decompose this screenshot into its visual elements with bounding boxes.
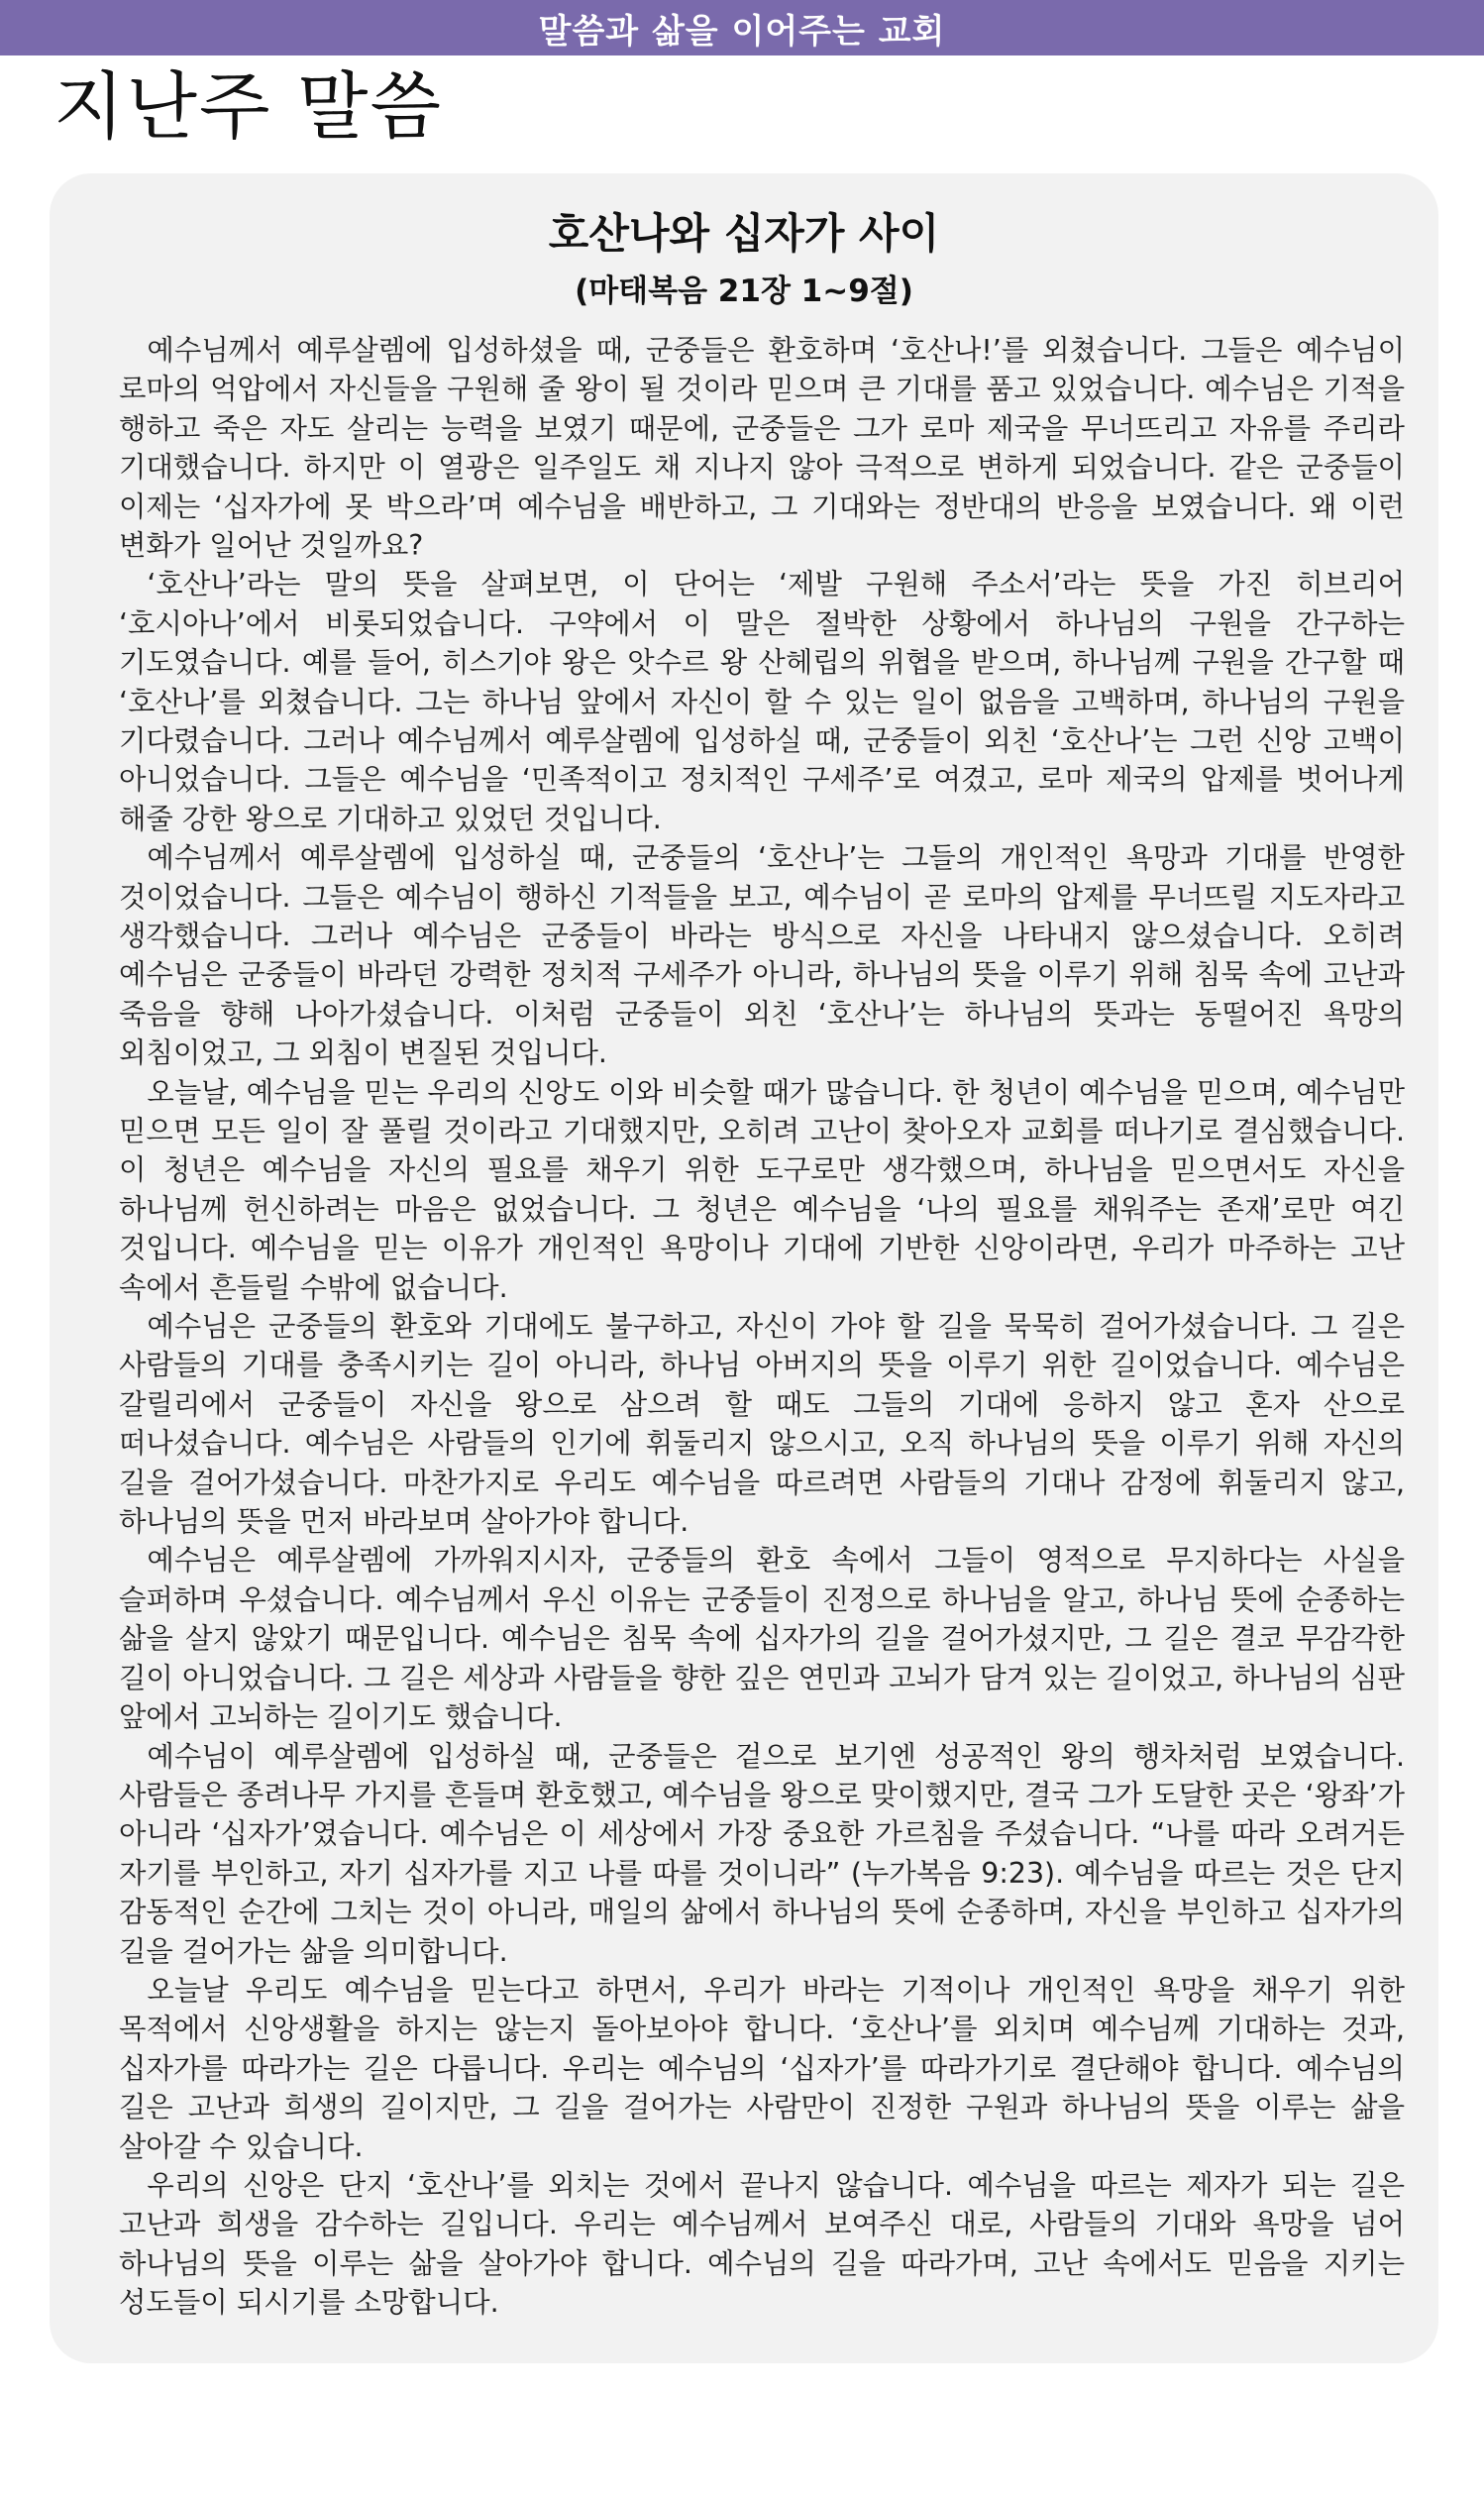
church-banner (0, 0, 1484, 55)
sermon-card (50, 173, 1438, 2363)
sermon-paragraph: 예수님은 예루살렘에 가까워지시자, 군중들의 환호 속에서 그들이 영적으로 무지하다는 사실을 슬퍼하며 우셨습니다. 예수님께서 우신 이유는 군중들이 진정으로 하나님을 알고, 하나님 뜻에 순종하는 삶을 살지 않았기 때문입니다. 예수님은 침묵 속에 십자가의 길을 걸어가셨지만, 그 길은 결코 무감각한 길이 아니었습니다. 그 길은 세상과 사람들을 향한 깊은 연민과 고뇌가 담겨 있는 길이었고, 하나님의 심판 앞에서 고뇌하는 길이기도 했습니다. (119, 1544, 1405, 1734)
sermon-body (119, 331, 1405, 2323)
sermon-paragraph: 오늘날 우리도 예수님을 믿는다고 하면서, 우리가 바라는 기적이나 개인적인 욕망을 채우기 위한 목적에서 신앙생활을 하지는 않는지 돌아보아야 합니다. ‘호산나’를 외치며 예수님께 기대하는 것과, 십자가를 따라가는 길은 다릅니다. 우리는 예수님의 ‘십자가’를 따라가기로 결단해야 합니다. 예수님의 길은 고난과 희생의 길이지만, 그 길을 걸어가는 사람만이 진정한 구원과 하나님의 뜻을 이루는 삶을 살아갈 수 있습니다. (119, 1973, 1405, 2163)
sermon-paragraph: 예수님은 군중들의 환호와 기대에도 불구하고, 자신이 가야 할 길을 묵묵히 걸어가셨습니다. 그 길은 사람들의 기대를 충족시키는 길이 아니라, 하나님 아버지의 뜻을 이루기 위한 길이었습니다. 예수님은 갈릴리에서 군중들이 자신을 왕으로 삼으려 할 때도 그들의 기대에 응하지 않고 혼자 산으로 떠나셨습니다. 예수님은 사람들의 인기에 휘둘리지 않으시고, 오직 하나님의 뜻을 이루기 위해 자신의 길을 걸어가셨습니다. 마찬가지로 우리도 예수님을 따르려면 사람들의 기대나 감정에 휘둘리지 않고, 하나님의 뜻을 먼저 바라보며 살아가야 합니다. (119, 1310, 1405, 1539)
scripture-reference: (마태복음 21장 1~9절) (575, 272, 913, 309)
sermon-title: 호산나와 십자가 사이 (548, 209, 940, 258)
sermon-paragraph: 예수님께서 예루살렘에 입성하셨을 때, 군중들은 환호하며 ‘호산나!’를 외쳤습니다. 그들은 예수님이 로마의 억압에서 자신들을 구원해 줄 왕이 될 것이라 믿으며 큰 기대를 품고 있었습니다. 예수님은 기적을 행하고 죽은 자도 살리는 능력을 보였기 때문에, 군중들은 그가 로마 제국을 무너뜨리고 자유를 주리라 기대했습니다. 하지만 이 열광은 일주일도 채 지나지 않아 극적으로 변하게 되었습니다. 같은 군중들이 이제는 ‘십자가에 못 박으라’며 예수님을 배반하고, 그 기대와는 정반대의 반응을 보였습니다. 왜 이런 변화가 일어난 것일까요? (119, 333, 1405, 562)
page-title: 지난주 말씀 (53, 64, 443, 150)
sermon-paragraph: 예수님께서 예루살렘에 입성하실 때, 군중들의 ‘호산나’는 그들의 개인적인 욕망과 기대를 반영한 것이었습니다. 그들은 예수님이 행하신 기적들을 보고, 예수님이 곧 로마의 압제를 무너뜨릴 지도자라고 생각했습니다. 그러나 예수님은 군중들이 바라는 방식으로 자신을 나타내지 않으셨습니다. 오히려 예수님은 군중들이 바라던 강력한 정치적 구세주가 아니라, 하나님의 뜻을 이루기 위해 침묵 속에 고난과 죽음을 향해 나아가셨습니다. 이처럼 군중들이 외친 ‘호산나’는 하나님의 뜻과는 동떨어진 욕망의 외침이었고, 그 외침이 변질된 것입니다. (119, 841, 1405, 1070)
sermon-paragraph: 우리의 신앙은 단지 ‘호산나’를 외치는 것에서 끝나지 않습니다. 예수님을 따르는 제자가 되는 길은 고난과 희생을 감수하는 길입니다. 우리는 예수님께서 보여주신 대로, 사람들의 기대와 욕망을 넘어 하나님의 뜻을 이루는 삶을 살아가야 합니다. 예수님의 길을 따라가며, 고난 속에서도 믿음을 지키는 성도들이 되시기를 소망합니다. (119, 2168, 1405, 2320)
sermon-paragraph: ‘호산나’라는 말의 뜻을 살펴보면, 이 단어는 ‘제발 구원해 주소서’라는 뜻을 가진 히브리어 ‘호시아나’에서 비롯되었습니다. 구약에서 이 말은 절박한 상황에서 하나님의 구원을 간구하는 기도였습니다. 예를 들어, 히스기야 왕은 앗수르 왕 산헤립의 위협을 받으며, 하나님께 구원을 간구할 때 ‘호산나’를 외쳤습니다. 그는 하나님 앞에서 자신이 할 수 있는 일이 없음을 고백하며, 하나님의 구원을 기다렸습니다. 그러나 예수님께서 예루살렘에 입성하실 때, 군중들이 외친 ‘호산나’는 그런 신앙 고백이 아니었습니다. 그들은 예수님을 ‘민족적이고 정치적인 구세주’로 여겼고, 로마 제국의 압제를 벗어나게 해줄 강한 왕으로 기대하고 있었던 것입니다. (119, 568, 1405, 835)
sermon-paragraph: 예수님이 예루살렘에 입성하실 때, 군중들은 겉으로 보기엔 성공적인 왕의 행차처럼 보였습니다. 사람들은 종려나무 가지를 흔들며 환호했고, 예수님을 왕으로 맞이했지만, 결국 그가 도달한 곳은 ‘왕좌’가 아니라 ‘십자가’였습니다. 예수님은 이 세상에서 가장 중요한 가르침을 주셨습니다. “나를 따라 오려거든 자기를 부인하고, 자기 십자가를 지고 나를 따를 것이니라” (누가복음 9:23). 예수님을 따르는 것은 단지 감동적인 순간에 그치는 것이 아니라, 매일의 삶에서 하나님의 뜻에 순종하며, 자신을 부인하고 십자가의 길을 걸어가는 삶을 의미합니다. (119, 1739, 1405, 1968)
sermon-paragraph: 오늘날, 예수님을 믿는 우리의 신앙도 이와 비슷할 때가 많습니다. 한 청년이 예수님을 믿으며, 예수님만 믿으면 모든 일이 잘 풀릴 것이라고 기대했지만, 오히려 고난이 찾아오자 교회를 떠나기로 결심했습니다. 이 청년은 예수님을 자신의 필요를 채우기 위한 도구로만 생각했으며, 하나님을 믿으면서도 자신을 하나님께 헌신하려는 마음은 없었습니다. 그 청년은 예수님을 ‘나의 필요를 채워주는 존재’로만 여긴 것입니다. 예수님을 믿는 이유가 개인적인 욕망이나 기대에 기반한 신앙이라면, 우리가 마주하는 고난 속에서 흔들릴 수밖에 없습니다. (119, 1075, 1405, 1304)
banner-text: 말씀과 삶을 이어주는 교회 (538, 11, 946, 52)
